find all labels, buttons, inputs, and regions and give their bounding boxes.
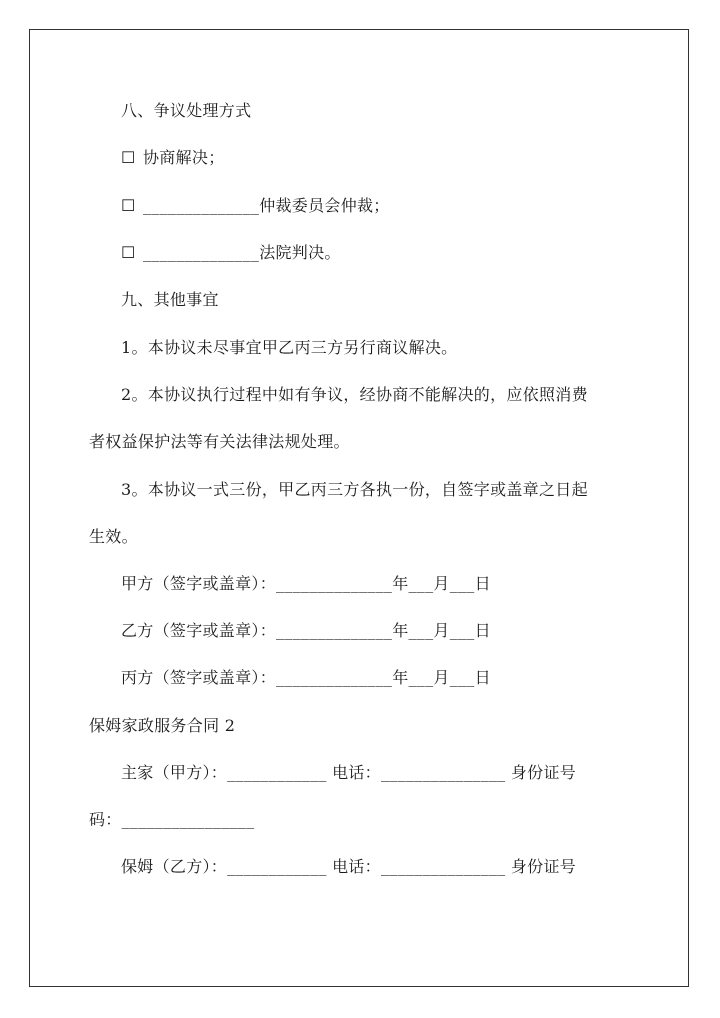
employer-info-line-1: 主家（甲方）：____________ 电话：_______________ 身份证号 (121, 763, 577, 782)
clause-3-line-1: 3。本协议一式三份，甲乙丙三方各执一份，自签字或盖章之日起 (121, 480, 588, 499)
page-border (29, 29, 689, 987)
option-court (121, 243, 341, 263)
option-arbitration (121, 196, 390, 216)
clause-2-line-1: 2。本协议执行过程中如有争议，经协商不能解决的，应依照消费 (121, 385, 588, 404)
employer-info-line-2: 码：________________ (89, 810, 255, 829)
checkbox-icon[interactable]: ☐ (121, 148, 136, 167)
signature-party-c: 丙方（签字或盖章）：______________年___月___日 (121, 668, 491, 687)
clause-1: 1。本协议未尽事宜甲乙丙三方另行商议解决。 (121, 338, 458, 357)
checkbox-icon[interactable]: ☐ (121, 196, 136, 215)
option-negotiation (121, 148, 225, 168)
option-label: ______________法院判决。 (143, 243, 341, 262)
option-label: 协商解决； (143, 148, 225, 167)
option-label: ______________仲裁委员会仲裁； (143, 196, 390, 215)
checkbox-icon[interactable]: ☐ (121, 243, 136, 262)
nanny-info-line-1: 保姆（乙方）：____________ 电话：_______________ 身份证号 (121, 857, 577, 876)
contract-2-title: 保姆家政服务合同 2 (89, 716, 236, 735)
section-9-heading: 九、其他事宜 (121, 290, 219, 309)
signature-party-b: 乙方（签字或盖章）：______________年___月___日 (121, 621, 491, 640)
clause-3-line-2: 生效。 (89, 527, 138, 546)
section-8-heading: 八、争议处理方式 (121, 101, 252, 120)
signature-party-a: 甲方（签字或盖章）：______________年___月___日 (121, 574, 491, 593)
clause-2-line-2: 者权益保护法等有关法律法规处理。 (89, 432, 350, 451)
